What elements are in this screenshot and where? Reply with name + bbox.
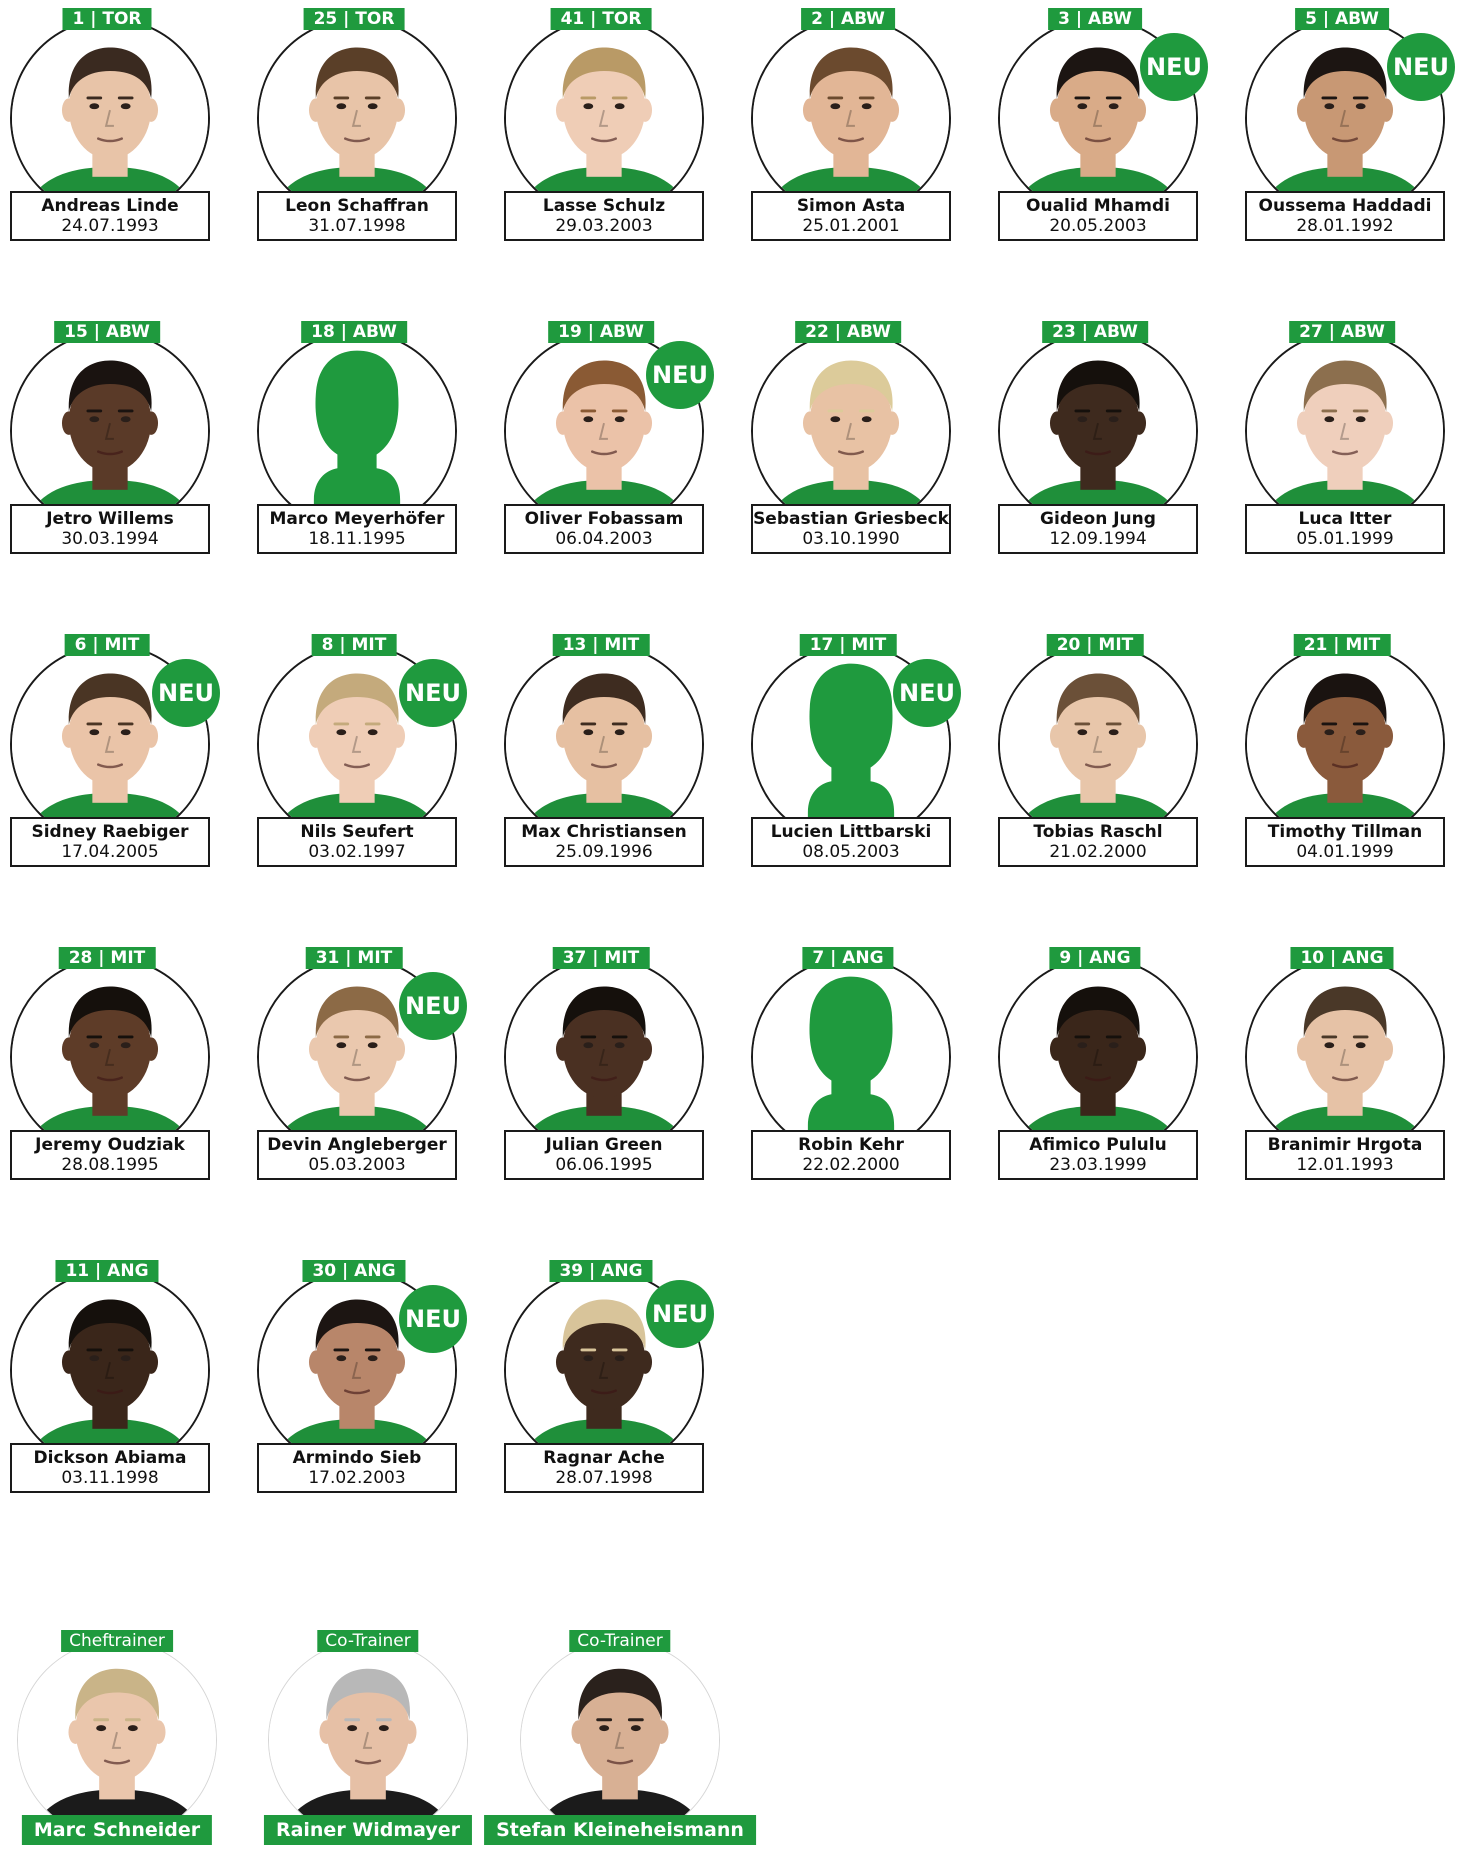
player-name: Lasse Schulz bbox=[542, 196, 666, 216]
player-name: Nils Seufert bbox=[300, 822, 414, 842]
player-photo bbox=[751, 331, 951, 531]
player-name-box bbox=[751, 1130, 951, 1180]
player-name-box bbox=[257, 1443, 457, 1493]
placeholder-silhouette-icon bbox=[753, 959, 949, 1155]
player-name-box bbox=[998, 817, 1198, 867]
player-photo bbox=[257, 331, 457, 531]
player-name: Sebastian Griesbeck bbox=[753, 509, 949, 529]
player-position-badge: 15 | ABW bbox=[54, 321, 160, 343]
player-birthdate: 05.01.1999 bbox=[1296, 529, 1394, 549]
player-name: Branimir Hrgota bbox=[1267, 1135, 1423, 1155]
player-position-badge: 11 | ANG bbox=[55, 1260, 158, 1282]
player-name-box bbox=[257, 817, 457, 867]
player-name: Tobias Raschl bbox=[1033, 822, 1163, 842]
player-birthdate: 08.05.2003 bbox=[802, 842, 900, 862]
player-name: Julian Green bbox=[545, 1135, 663, 1155]
coach-photo bbox=[268, 1640, 468, 1840]
player-name: Jetro Willems bbox=[46, 509, 174, 529]
player-position-badge: 6 | MIT bbox=[65, 634, 150, 656]
player-birthdate: 24.07.1993 bbox=[61, 216, 159, 236]
player-name: Gideon Jung bbox=[1040, 509, 1156, 529]
player-birthdate: 30.03.1994 bbox=[61, 529, 159, 549]
coach-name: Stefan Kleineheismann bbox=[484, 1815, 756, 1845]
player-birthdate: 28.08.1995 bbox=[61, 1155, 159, 1175]
player-photo bbox=[1245, 957, 1445, 1157]
new-player-badge: NEU bbox=[1140, 33, 1208, 101]
player-name-box bbox=[10, 191, 210, 241]
coach-name: Rainer Widmayer bbox=[264, 1815, 472, 1845]
player-card bbox=[496, 1260, 706, 1520]
player-name: Lucien Littbarski bbox=[770, 822, 932, 842]
coach-photo bbox=[520, 1640, 720, 1840]
player-card bbox=[990, 8, 1200, 268]
player-name-box bbox=[504, 191, 704, 241]
player-name-box bbox=[1245, 817, 1445, 867]
player-name: Robin Kehr bbox=[798, 1135, 904, 1155]
player-card bbox=[1237, 321, 1447, 581]
player-birthdate: 03.02.1997 bbox=[308, 842, 406, 862]
player-photo bbox=[751, 957, 951, 1157]
player-position-badge: 5 | ABW bbox=[1295, 8, 1389, 30]
player-avatar bbox=[753, 333, 949, 529]
player-position-badge: 28 | MIT bbox=[59, 947, 156, 969]
player-name-box bbox=[751, 504, 951, 554]
player-name: Luca Itter bbox=[1298, 509, 1392, 529]
player-avatar bbox=[506, 20, 702, 216]
coach-role-badge: Co-Trainer bbox=[569, 1630, 670, 1652]
player-position-badge: 37 | MIT bbox=[553, 947, 650, 969]
player-name: Devin Angleberger bbox=[267, 1135, 447, 1155]
player-avatar bbox=[1247, 959, 1443, 1155]
player-avatar bbox=[753, 20, 949, 216]
player-birthdate: 06.04.2003 bbox=[555, 529, 653, 549]
player-photo bbox=[10, 957, 210, 1157]
player-card bbox=[249, 321, 459, 581]
player-avatar bbox=[506, 646, 702, 842]
player-avatar bbox=[1000, 646, 1196, 842]
new-player-badge: NEU bbox=[152, 659, 220, 727]
player-card bbox=[496, 947, 706, 1207]
player-photo bbox=[1245, 331, 1445, 531]
player-birthdate: 22.02.2000 bbox=[802, 1155, 900, 1175]
coach-avatar bbox=[269, 1641, 467, 1839]
player-card bbox=[2, 947, 212, 1207]
player-name: Dickson Abiama bbox=[33, 1448, 187, 1468]
player-name-box bbox=[257, 504, 457, 554]
new-player-badge: NEU bbox=[893, 659, 961, 727]
player-card bbox=[990, 947, 1200, 1207]
player-position-badge: 10 | ANG bbox=[1290, 947, 1393, 969]
player-birthdate: 12.09.1994 bbox=[1049, 529, 1147, 549]
player-avatar bbox=[1000, 959, 1196, 1155]
new-player-badge: NEU bbox=[646, 1280, 714, 1348]
player-position-badge: 8 | MIT bbox=[312, 634, 397, 656]
player-birthdate: 23.03.1999 bbox=[1049, 1155, 1147, 1175]
player-name-box bbox=[751, 817, 951, 867]
player-photo bbox=[504, 957, 704, 1157]
player-avatar bbox=[12, 20, 208, 216]
player-position-badge: 41 | TOR bbox=[551, 8, 652, 30]
coach-card bbox=[0, 1630, 237, 1850]
player-avatar bbox=[259, 20, 455, 216]
player-birthdate: 29.03.2003 bbox=[555, 216, 653, 236]
player-birthdate: 28.07.1998 bbox=[555, 1468, 653, 1488]
player-name: Max Christiansen bbox=[521, 822, 687, 842]
player-name: Afimico Pululu bbox=[1029, 1135, 1167, 1155]
player-name-box bbox=[998, 1130, 1198, 1180]
player-name-box bbox=[504, 817, 704, 867]
player-card bbox=[496, 634, 706, 894]
player-photo bbox=[10, 18, 210, 218]
player-avatar bbox=[1247, 646, 1443, 842]
player-avatar bbox=[1247, 333, 1443, 529]
player-name-box bbox=[1245, 191, 1445, 241]
player-name: Oussema Haddadi bbox=[1258, 196, 1432, 216]
coach-card bbox=[248, 1630, 488, 1850]
player-name-box bbox=[504, 1443, 704, 1493]
player-name-box bbox=[10, 1443, 210, 1493]
player-name-box bbox=[751, 191, 951, 241]
player-position-badge: 22 | ABW bbox=[795, 321, 901, 343]
player-card bbox=[743, 321, 953, 581]
player-card bbox=[496, 8, 706, 268]
player-card bbox=[1237, 947, 1447, 1207]
player-name-box bbox=[1245, 1130, 1445, 1180]
player-photo bbox=[751, 18, 951, 218]
player-name: Leon Schaffran bbox=[285, 196, 429, 216]
player-birthdate: 06.06.1995 bbox=[555, 1155, 653, 1175]
player-photo bbox=[998, 644, 1198, 844]
coach-name: Marc Schneider bbox=[22, 1815, 212, 1845]
new-player-badge: NEU bbox=[646, 341, 714, 409]
player-name-box bbox=[10, 1130, 210, 1180]
player-photo bbox=[504, 644, 704, 844]
player-position-badge: 17 | MIT bbox=[800, 634, 897, 656]
coach-role-badge: Co-Trainer bbox=[317, 1630, 418, 1652]
player-card bbox=[743, 634, 953, 894]
player-avatar bbox=[12, 1272, 208, 1468]
player-position-badge: 3 | ABW bbox=[1048, 8, 1142, 30]
player-avatar bbox=[506, 959, 702, 1155]
player-name: Jeremy Oudziak bbox=[35, 1135, 185, 1155]
player-position-badge: 39 | ANG bbox=[549, 1260, 652, 1282]
player-position-badge: 2 | ABW bbox=[801, 8, 895, 30]
player-birthdate: 03.11.1998 bbox=[61, 1468, 159, 1488]
player-card bbox=[990, 634, 1200, 894]
player-card bbox=[743, 8, 953, 268]
player-name: Simon Asta bbox=[796, 196, 906, 216]
new-player-badge: NEU bbox=[1387, 33, 1455, 101]
player-name: Andreas Linde bbox=[41, 196, 179, 216]
player-birthdate: 21.02.2000 bbox=[1049, 842, 1147, 862]
player-birthdate: 18.11.1995 bbox=[308, 529, 406, 549]
player-name: Ragnar Ache bbox=[543, 1448, 665, 1468]
player-birthdate: 12.01.1993 bbox=[1296, 1155, 1394, 1175]
player-photo bbox=[10, 331, 210, 531]
player-position-badge: 9 | ANG bbox=[1049, 947, 1140, 969]
player-name-box bbox=[257, 1130, 457, 1180]
player-position-badge: 21 | MIT bbox=[1294, 634, 1391, 656]
player-birthdate: 17.02.2003 bbox=[308, 1468, 406, 1488]
player-name: Oualid Mhamdi bbox=[1026, 196, 1170, 216]
player-position-badge: 18 | ABW bbox=[301, 321, 407, 343]
coach-card bbox=[496, 1630, 744, 1850]
player-position-badge: 30 | ANG bbox=[302, 1260, 405, 1282]
player-card bbox=[1237, 8, 1447, 268]
player-card bbox=[249, 1260, 459, 1520]
new-player-badge: NEU bbox=[399, 659, 467, 727]
player-photo bbox=[1245, 644, 1445, 844]
player-photo bbox=[504, 18, 704, 218]
player-photo bbox=[10, 1270, 210, 1470]
player-birthdate: 28.01.1992 bbox=[1296, 216, 1394, 236]
player-name: Timothy Tillman bbox=[1267, 822, 1423, 842]
player-card bbox=[249, 8, 459, 268]
player-card bbox=[249, 947, 459, 1207]
player-birthdate: 25.09.1996 bbox=[555, 842, 653, 862]
player-card bbox=[990, 321, 1200, 581]
player-position-badge: 23 | ABW bbox=[1042, 321, 1148, 343]
player-position-badge: 31 | MIT bbox=[306, 947, 403, 969]
player-name-box bbox=[257, 191, 457, 241]
player-birthdate: 04.01.1999 bbox=[1296, 842, 1394, 862]
player-name-box bbox=[1245, 504, 1445, 554]
player-birthdate: 31.07.1998 bbox=[308, 216, 406, 236]
player-name: Marco Meyerhöfer bbox=[269, 509, 445, 529]
player-card bbox=[743, 947, 953, 1207]
coach-role-badge: Cheftrainer bbox=[61, 1630, 173, 1652]
player-name-box bbox=[504, 1130, 704, 1180]
player-birthdate: 25.01.2001 bbox=[802, 216, 900, 236]
new-player-badge: NEU bbox=[399, 972, 467, 1040]
player-birthdate: 17.04.2005 bbox=[61, 842, 159, 862]
player-card bbox=[2, 8, 212, 268]
player-photo bbox=[257, 18, 457, 218]
player-name-box bbox=[998, 504, 1198, 554]
player-name: Armindo Sieb bbox=[292, 1448, 422, 1468]
player-name-box bbox=[10, 817, 210, 867]
player-avatar bbox=[12, 959, 208, 1155]
player-photo bbox=[998, 331, 1198, 531]
coach-photo bbox=[17, 1640, 217, 1840]
player-birthdate: 20.05.2003 bbox=[1049, 216, 1147, 236]
player-position-badge: 7 | ANG bbox=[802, 947, 893, 969]
player-name-box bbox=[998, 191, 1198, 241]
player-name-box bbox=[10, 504, 210, 554]
player-card bbox=[249, 634, 459, 894]
player-card bbox=[2, 1260, 212, 1520]
player-card bbox=[1237, 634, 1447, 894]
player-card bbox=[2, 321, 212, 581]
player-birthdate: 05.03.2003 bbox=[308, 1155, 406, 1175]
player-position-badge: 27 | ABW bbox=[1289, 321, 1395, 343]
new-player-badge: NEU bbox=[399, 1285, 467, 1353]
player-photo bbox=[998, 957, 1198, 1157]
player-birthdate: 03.10.1990 bbox=[802, 529, 900, 549]
player-position-badge: 1 | TOR bbox=[62, 8, 151, 30]
player-position-badge: 13 | MIT bbox=[553, 634, 650, 656]
placeholder-silhouette-icon bbox=[259, 333, 455, 529]
player-position-badge: 19 | ABW bbox=[548, 321, 654, 343]
player-position-badge: 20 | MIT bbox=[1047, 634, 1144, 656]
player-name-box bbox=[504, 504, 704, 554]
coach-avatar bbox=[521, 1641, 719, 1839]
player-avatar bbox=[1000, 333, 1196, 529]
player-position-badge: 25 | TOR bbox=[304, 8, 405, 30]
player-avatar bbox=[12, 333, 208, 529]
player-name: Sidney Raebiger bbox=[31, 822, 189, 842]
player-card bbox=[2, 634, 212, 894]
player-name: Oliver Fobassam bbox=[524, 509, 684, 529]
coach-avatar bbox=[18, 1641, 216, 1839]
player-card bbox=[496, 321, 706, 581]
